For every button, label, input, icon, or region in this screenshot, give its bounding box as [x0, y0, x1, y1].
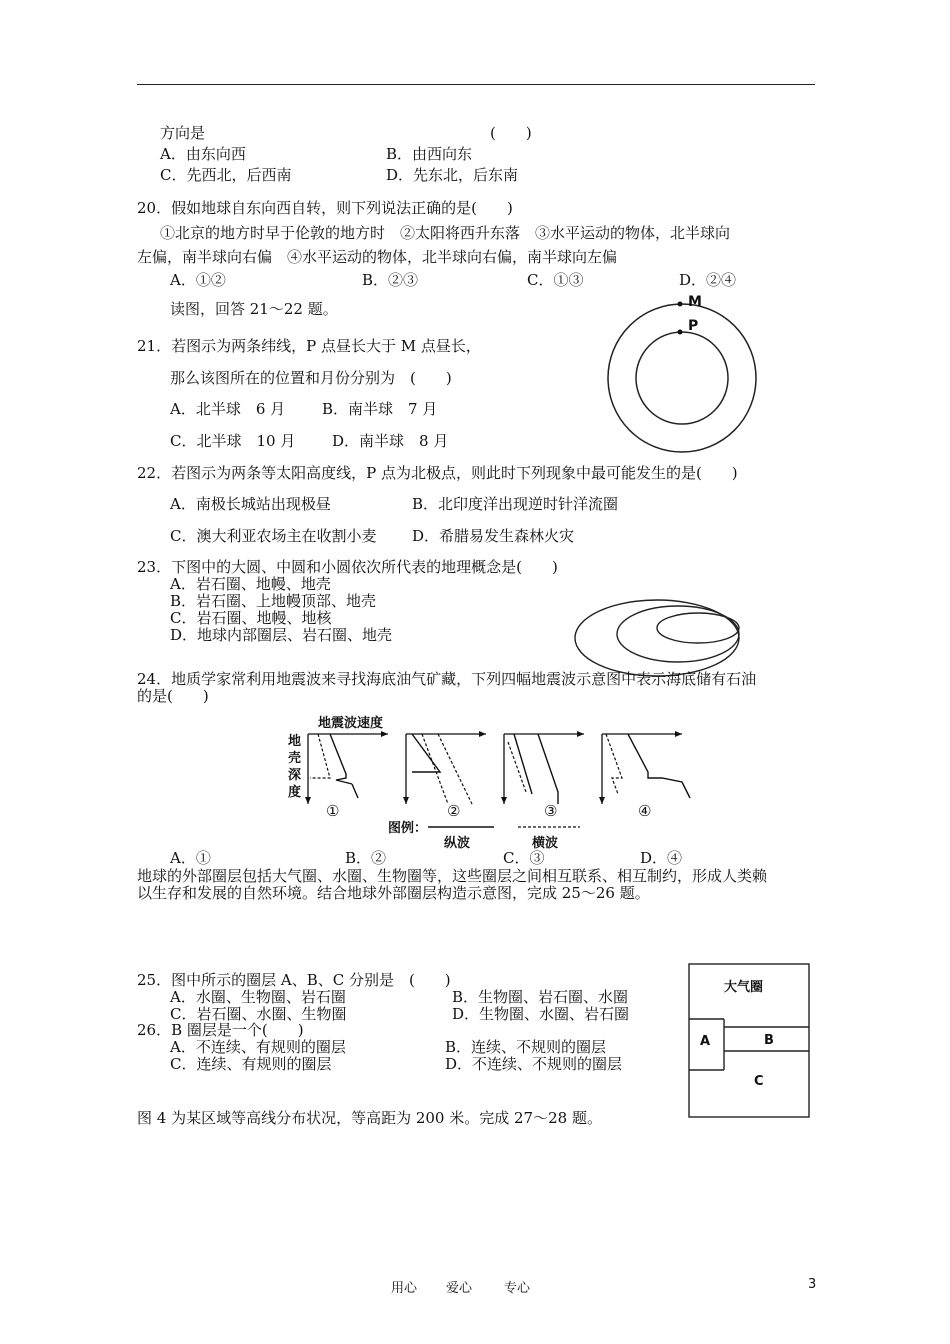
point-p-dot: [678, 330, 683, 335]
q20-option-a: A．①②: [170, 271, 226, 289]
q20-stem: 20．假如地球自东向西自转，则下列说法正确的是( ): [137, 199, 513, 217]
q19-tail: 方向是: [160, 124, 206, 142]
q21-option-a: A．北半球 6 月: [170, 400, 286, 418]
q21-option-d: D．南半球 8 月: [332, 432, 449, 450]
inner-circle: [636, 332, 728, 424]
q26-option-c: C．连续、有规则的圈层: [170, 1055, 332, 1073]
panel-2-number: ②: [447, 802, 461, 820]
latitude-circles-figure: [600, 290, 770, 460]
q20-line1: ①北京的地方时早于伦敦的地方时 ②太阳将西升东落 ③水平运动的物体，北半球向: [160, 224, 731, 242]
read-21-22: 读图，回答 21～22 题。: [170, 300, 338, 318]
atmosphere-label: 大气圈: [724, 980, 764, 995]
seismic-panel-2: [406, 734, 486, 820]
page-number: 3: [808, 1277, 817, 1292]
label-p: P: [688, 318, 699, 334]
q24-option-a: A．①: [170, 849, 211, 867]
legend-label: 图例：: [388, 821, 428, 836]
q22-option-c: C．澳大利亚农场主在收割小麦: [170, 527, 377, 545]
q24-option-d: D．④: [640, 849, 683, 867]
header-rule: [137, 84, 815, 85]
q24-line1: 24．地质学家常利用地震波来寻找海底油气矿藏，下列四幅地震波示意图中表示海底储有石油: [137, 670, 757, 688]
depth-label-2: 壳: [288, 751, 302, 766]
intro-25-26-line2: 以生存和发展的自然环境。结合地球外部圈层构造示意图，完成 25～26 题。: [137, 884, 650, 902]
q20-option-d: D．②④: [679, 271, 737, 289]
q25-stem: 25．图中所示的圈层 A、B、C 分别是 ( ): [137, 971, 451, 989]
q19-option-c: C．先西北，后西南: [160, 166, 292, 184]
q21-option-b: B．南半球 7 月: [322, 400, 438, 418]
panel-4-number: ④: [638, 802, 652, 820]
footer-word-2: 爱心: [446, 1281, 473, 1296]
depth-label-3: 深: [288, 768, 302, 783]
q19-paren: ( ): [490, 124, 532, 142]
depth-label-1: 地: [288, 734, 302, 749]
q22-option-d: D．希腊易发生森林火灾: [412, 527, 575, 545]
footer-word-1: 用心: [391, 1281, 418, 1296]
seismic-title: 地震波速度: [318, 716, 384, 731]
q23-option-d: D．地球内部圈层、岩石圈、地壳: [170, 626, 393, 644]
intro-25-26-line1: 地球的外部圈层包括大气圈、水圈、生物圈等，这些圈层之间相互联系、相互制约，形成人类赖: [137, 867, 768, 885]
intro-27-28: 图 4 为某区域等高线分布状况，等高距为 200 米。完成 27～28 题。: [137, 1109, 602, 1127]
q26-option-a: A．不连续、有规则的圈层: [170, 1038, 346, 1056]
q26-option-d: D．不连续、不规则的圈层: [445, 1055, 623, 1073]
sphere-a-label: A: [700, 1034, 711, 1049]
q26-stem: 26．B 圈层是一个( ): [137, 1021, 304, 1039]
q19-option-b: B．由西向东: [386, 145, 473, 163]
nested-ellipses-figure: [572, 598, 744, 680]
seismic-panel-3: [504, 734, 584, 820]
q21-option-c: C．北半球 10 月: [170, 432, 296, 450]
q25-option-d: D．生物圈、水圈、岩石圈: [452, 1005, 630, 1023]
q19-option-d: D．先东北，后东南: [386, 166, 519, 184]
q24-option-c: C．③: [503, 849, 545, 867]
seismic-panel-1: [308, 734, 388, 820]
point-m-dot: [678, 302, 683, 307]
panel-3-number: ③: [544, 802, 558, 820]
q24-line2: 的是( ): [137, 687, 209, 705]
q19-option-a: A．由东向西: [160, 145, 246, 163]
q25-option-c: C．岩石圈、水圈、生物圈: [170, 1005, 347, 1023]
legend-p-wave: 纵波: [444, 836, 471, 851]
label-m: M: [688, 294, 702, 310]
q22-stem: 22．若图示为两条等太阳高度线，P 点为北极点，则此时下列现象中最可能发生的是( ): [137, 464, 738, 482]
small-ellipse: [657, 613, 739, 643]
q21-line2: 那么该图所在的位置和月份分别为 ( ): [170, 369, 452, 387]
spheres-structure-figure: [688, 963, 810, 1119]
q24-option-b: B．②: [345, 849, 387, 867]
seismic-panel-4: [602, 734, 690, 820]
q22-option-b: B．北印度洋出现逆时针洋流圈: [412, 495, 619, 513]
q23-option-b: B．岩石圈、上地幔顶部、地壳: [170, 592, 377, 610]
footer-word-3: 专心: [504, 1281, 531, 1296]
q21-line1: 21．若图示为两条纬线，P 点昼长大于 M 点昼长，: [137, 337, 481, 355]
depth-label-4: 度: [288, 785, 302, 800]
q22-option-a: A．南极长城站出现极昼: [170, 495, 331, 513]
sphere-b-label: B: [764, 1033, 774, 1048]
seismic-wave-figure: [282, 712, 694, 852]
outer-circle: [608, 304, 756, 452]
q23-option-c: C．岩石圈、地幔、地核: [170, 609, 332, 627]
q20-line2: 左偏，南半球向右偏 ④水平运动的物体，北半球向右偏，南半球向左偏: [137, 248, 618, 266]
legend-s-wave: 横波: [532, 836, 559, 851]
panel-1-number: ①: [326, 802, 340, 820]
q25-option-b: B．生物圈、岩石圈、水圈: [452, 988, 629, 1006]
q26-option-b: B．连续、不规则的圈层: [445, 1038, 607, 1056]
q25-option-a: A．水圈、生物圈、岩石圈: [170, 988, 346, 1006]
q23-option-a: A．岩石圈、地幔、地壳: [170, 575, 331, 593]
q20-option-c: C．①③: [527, 271, 584, 289]
q20-option-b: B．②③: [362, 271, 419, 289]
q23-stem: 23．下图中的大圆、中圆和小圆依次所代表的地理概念是( ): [137, 558, 558, 576]
sphere-c-label: C: [754, 1074, 764, 1089]
